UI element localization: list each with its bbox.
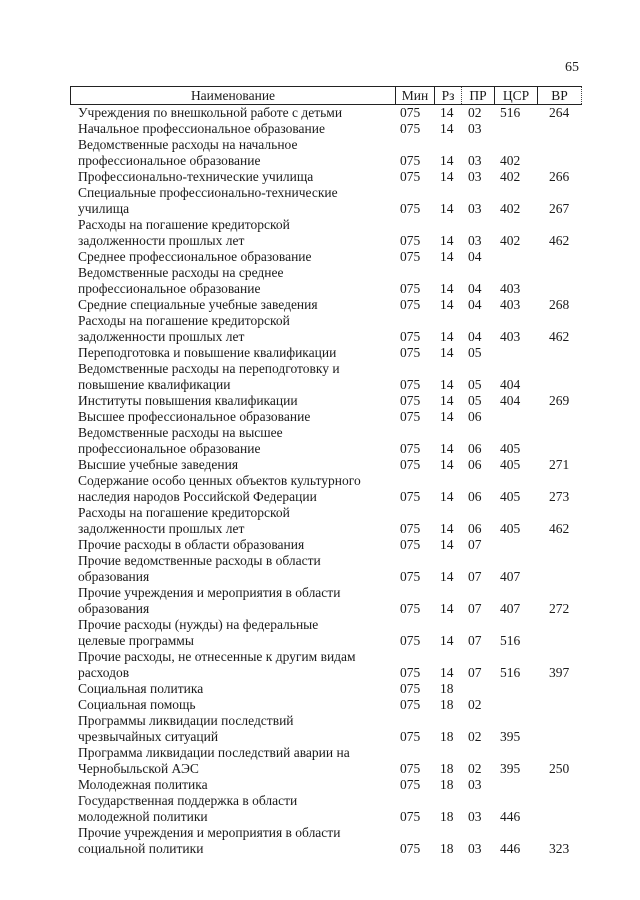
row-csr: 407: [500, 569, 521, 584]
row-name: [70, 537, 395, 553]
row-name-line: Прочие расходы, не отнесенные к другим видам: [78, 649, 356, 664]
row-pr: 04: [468, 297, 482, 312]
row-name-line: задолженности прошлых лет: [78, 329, 245, 344]
row-name-line: Высшие учебные заведения: [78, 457, 239, 472]
row-name-line: молодежной политики: [78, 809, 208, 824]
row-name: [70, 297, 395, 313]
row-name: [70, 617, 395, 649]
row-rz: 14: [440, 121, 454, 136]
row-pr: 06: [468, 409, 482, 424]
row-name-line: Расходы на погашение кредиторской: [78, 313, 290, 328]
row-name: [70, 473, 395, 505]
row-name: [70, 217, 395, 249]
row-pr: 06: [468, 457, 482, 472]
row-min: 075: [400, 153, 421, 168]
table-row: [70, 649, 582, 681]
row-min: 075: [400, 697, 421, 712]
row-csr: 405: [500, 521, 521, 536]
row-pr: 04: [468, 249, 482, 264]
row-rz: 14: [440, 537, 454, 552]
row-name: [70, 457, 395, 473]
table-row: [70, 121, 582, 137]
row-csr: 516: [500, 633, 521, 648]
row-name: [70, 169, 395, 185]
row-min: 075: [400, 777, 421, 792]
row-pr: 02: [468, 105, 482, 120]
table-row: [70, 137, 582, 169]
row-min: 075: [400, 169, 421, 184]
row-name-line: Прочие расходы (нужды) на федеральные: [78, 617, 319, 632]
row-csr: 405: [500, 457, 521, 472]
row-csr: 403: [500, 329, 521, 344]
row-rz: 14: [440, 601, 454, 616]
row-rz: 14: [440, 169, 454, 184]
row-min: 075: [400, 409, 421, 424]
row-rz: 18: [440, 697, 454, 712]
row-name: [70, 409, 395, 425]
row-pr: 05: [468, 345, 482, 360]
row-name-line: Переподготовка и повышение квалификации: [78, 345, 337, 360]
row-csr: 403: [500, 281, 521, 296]
row-pr: 07: [468, 601, 482, 616]
row-min: 075: [400, 601, 421, 616]
row-rz: 14: [440, 249, 454, 264]
table-row: [70, 473, 582, 505]
row-name: [70, 649, 395, 681]
row-vr: 269: [549, 393, 570, 408]
table-row: [70, 217, 582, 249]
row-name: [70, 425, 395, 457]
row-name-line: Прочие ведомственные расходы в области: [78, 553, 321, 568]
row-pr: 07: [468, 537, 482, 552]
row-pr: 07: [468, 665, 482, 680]
row-pr: 03: [468, 201, 482, 216]
row-vr: 397: [549, 665, 570, 680]
row-vr: 323: [549, 841, 570, 856]
table-row: [70, 681, 582, 697]
row-name-line: образования: [78, 601, 150, 616]
row-csr: 402: [500, 233, 521, 248]
row-min: 075: [400, 105, 421, 120]
row-csr: 403: [500, 297, 521, 312]
row-csr: 402: [500, 201, 521, 216]
row-csr: 405: [500, 489, 521, 504]
row-pr: 06: [468, 441, 482, 456]
row-name: [70, 361, 395, 393]
row-name-line: чрезвычайных ситуаций: [78, 729, 219, 744]
row-name: [70, 345, 395, 361]
row-name-line: Прочие учреждения и мероприятия в области: [78, 585, 341, 600]
row-csr: 516: [500, 665, 521, 680]
row-vr: 266: [549, 169, 570, 184]
row-name: [70, 697, 395, 713]
row-name-line: Содержание особо ценных объектов культурного: [78, 473, 361, 488]
row-rz: 18: [440, 761, 454, 776]
table-header: [70, 86, 582, 105]
row-name-line: Ведомственные расходы на начальное: [78, 137, 298, 152]
row-name-line: Прочие учреждения и мероприятия в области: [78, 825, 341, 840]
row-min: 075: [400, 393, 421, 408]
table-row: [70, 169, 582, 185]
row-vr: 272: [549, 601, 570, 616]
table-row: [70, 345, 582, 361]
row-csr: 402: [500, 153, 521, 168]
row-rz: 18: [440, 777, 454, 792]
row-pr: 03: [468, 153, 482, 168]
row-name-line: Высшее профессиональное образование: [78, 409, 311, 424]
row-min: 075: [400, 729, 421, 744]
row-name: [70, 713, 395, 745]
row-min: 075: [400, 377, 421, 392]
row-min: 075: [400, 201, 421, 216]
row-rz: 18: [440, 681, 454, 696]
row-name-line: Программы ликвидации последствий: [78, 713, 294, 728]
row-csr: 446: [500, 809, 521, 824]
row-rz: 14: [440, 489, 454, 504]
row-rz: 14: [440, 329, 454, 344]
table-row: [70, 553, 582, 585]
header-name: Наименование: [70, 87, 395, 104]
row-rz: 14: [440, 633, 454, 648]
row-pr: 04: [468, 329, 482, 344]
row-min: 075: [400, 457, 421, 472]
row-pr: 03: [468, 121, 482, 136]
row-name: [70, 249, 395, 265]
row-pr: 06: [468, 521, 482, 536]
table-row: [70, 793, 582, 825]
row-name-line: Ведомственные расходы на переподготовку и: [78, 361, 340, 376]
table-row: [70, 505, 582, 537]
row-name-line: Программа ликвидации последствий аварии на: [78, 745, 350, 760]
row-name: [70, 777, 395, 793]
row-vr: 462: [549, 233, 570, 248]
table-row: [70, 425, 582, 457]
row-name-line: профессиональное образование: [78, 441, 261, 456]
row-name-line: Молодежная политика: [78, 777, 208, 792]
row-min: 075: [400, 841, 421, 856]
row-rz: 14: [440, 393, 454, 408]
row-pr: 03: [468, 169, 482, 184]
row-pr: 07: [468, 569, 482, 584]
row-name-line: Институты повышения квалификации: [78, 393, 298, 408]
row-rz: 14: [440, 233, 454, 248]
row-name-line: задолженности прошлых лет: [78, 233, 245, 248]
table-row: [70, 745, 582, 777]
row-pr: 04: [468, 281, 482, 296]
row-name: [70, 393, 395, 409]
row-min: 075: [400, 809, 421, 824]
row-vr: 273: [549, 489, 570, 504]
table-row: [70, 585, 582, 617]
row-csr: 395: [500, 761, 521, 776]
row-rz: 14: [440, 153, 454, 168]
row-name-line: Расходы на погашение кредиторской: [78, 217, 290, 232]
row-name-line: профессиональное образование: [78, 153, 261, 168]
row-name-line: задолженности прошлых лет: [78, 521, 245, 536]
row-csr: 404: [500, 393, 521, 408]
table-row: [70, 617, 582, 649]
row-name-line: Прочие расходы в области образования: [78, 537, 305, 552]
table-row: [70, 409, 582, 425]
row-name-line: Средние специальные учебные заведения: [78, 297, 318, 312]
row-rz: 14: [440, 281, 454, 296]
row-pr: 03: [468, 841, 482, 856]
row-csr: 395: [500, 729, 521, 744]
page-number: 65: [565, 60, 579, 75]
row-name-line: расходов: [78, 665, 130, 680]
row-vr: 267: [549, 201, 570, 216]
row-name-line: Профессионально-технические училища: [78, 169, 314, 184]
row-min: 075: [400, 569, 421, 584]
row-rz: 14: [440, 521, 454, 536]
row-name-line: образования: [78, 569, 150, 584]
row-name-line: Ведомственные расходы на высшее: [78, 425, 283, 440]
row-min: 075: [400, 329, 421, 344]
row-csr: 402: [500, 169, 521, 184]
row-pr: 03: [468, 809, 482, 824]
header-min: Мин: [395, 87, 434, 104]
row-min: 075: [400, 249, 421, 264]
row-pr: 05: [468, 393, 482, 408]
row-pr: 06: [468, 489, 482, 504]
row-vr: 268: [549, 297, 570, 312]
table-row: [70, 537, 582, 553]
row-name-line: Расходы на погашение кредиторской: [78, 505, 290, 520]
table-row: [70, 393, 582, 409]
row-vr: 462: [549, 329, 570, 344]
row-name: [70, 553, 395, 585]
row-name: [70, 681, 395, 697]
row-min: 075: [400, 521, 421, 536]
table-row: [70, 777, 582, 793]
row-name: [70, 137, 395, 169]
row-vr: 264: [549, 105, 570, 120]
row-name-line: Социальная политика: [78, 681, 204, 696]
row-rz: 14: [440, 201, 454, 216]
row-name-line: наследия народов Российской Федерации: [78, 489, 317, 504]
table-row: [70, 297, 582, 313]
row-name-line: целевые программы: [78, 633, 194, 648]
row-csr: 404: [500, 377, 521, 392]
row-pr: 05: [468, 377, 482, 392]
budget-table: [70, 86, 582, 857]
row-rz: 18: [440, 809, 454, 824]
row-name-line: Учреждения по внешкольной работе с детьми: [78, 105, 343, 120]
row-name-line: Социальная помощь: [78, 697, 196, 712]
row-name: [70, 121, 395, 137]
row-min: 075: [400, 761, 421, 776]
table-row: [70, 265, 582, 297]
table-row: [70, 697, 582, 713]
row-name: [70, 825, 395, 857]
table-row: [70, 105, 582, 121]
row-min: 075: [400, 537, 421, 552]
row-rz: 18: [440, 841, 454, 856]
row-rz: 14: [440, 665, 454, 680]
row-min: 075: [400, 441, 421, 456]
row-pr: 02: [468, 729, 482, 744]
row-csr: 446: [500, 841, 521, 856]
header-csr: ЦСР: [494, 87, 537, 104]
row-name: [70, 265, 395, 297]
header-vr: ВР: [537, 87, 582, 104]
row-rz: 14: [440, 441, 454, 456]
row-rz: 14: [440, 457, 454, 472]
row-rz: 14: [440, 105, 454, 120]
row-name-line: социальной политики: [78, 841, 204, 856]
row-min: 075: [400, 681, 421, 696]
row-name-line: Начальное профессиональное образование: [78, 121, 325, 136]
row-name: [70, 105, 395, 121]
row-name-line: профессиональное образование: [78, 281, 261, 296]
row-name: [70, 745, 395, 777]
row-name-line: повышение квалификации: [78, 377, 231, 392]
row-name: [70, 505, 395, 537]
row-name-line: Ведомственные расходы на среднее: [78, 265, 284, 280]
row-min: 075: [400, 633, 421, 648]
table-row: [70, 249, 582, 265]
row-csr: 405: [500, 441, 521, 456]
row-rz: 14: [440, 345, 454, 360]
row-min: 075: [400, 345, 421, 360]
row-name: [70, 793, 395, 825]
row-min: 075: [400, 281, 421, 296]
row-name: [70, 313, 395, 345]
row-name: [70, 585, 395, 617]
row-min: 075: [400, 665, 421, 680]
row-rz: 18: [440, 729, 454, 744]
header-pr: ПР: [461, 87, 494, 104]
row-pr: 03: [468, 233, 482, 248]
row-min: 075: [400, 233, 421, 248]
row-rz: 14: [440, 377, 454, 392]
row-vr: 462: [549, 521, 570, 536]
table-row: [70, 361, 582, 393]
row-pr: 02: [468, 697, 482, 712]
row-pr: 02: [468, 761, 482, 776]
table-row: [70, 825, 582, 857]
table-row: [70, 457, 582, 473]
table-body: [70, 105, 582, 857]
row-rz: 14: [440, 569, 454, 584]
table-row: [70, 185, 582, 217]
row-csr: 407: [500, 601, 521, 616]
row-vr: 250: [549, 761, 570, 776]
row-vr: 271: [549, 457, 570, 472]
row-name-line: Чернобыльской АЭС: [78, 761, 199, 776]
row-pr: 07: [468, 633, 482, 648]
row-min: 075: [400, 297, 421, 312]
row-name-line: Специальные профессионально-технические: [78, 185, 338, 200]
row-name-line: Государственная поддержка в области: [78, 793, 298, 808]
row-rz: 14: [440, 409, 454, 424]
row-name-line: училища: [78, 201, 130, 216]
row-min: 075: [400, 121, 421, 136]
row-name-line: Среднее профессиональное образование: [78, 249, 312, 264]
row-min: 075: [400, 489, 421, 504]
row-name: [70, 185, 395, 217]
table-row: [70, 313, 582, 345]
row-rz: 14: [440, 297, 454, 312]
row-pr: 03: [468, 777, 482, 792]
row-csr: 516: [500, 105, 521, 120]
table-row: [70, 713, 582, 745]
header-rz: Рз: [434, 87, 461, 104]
